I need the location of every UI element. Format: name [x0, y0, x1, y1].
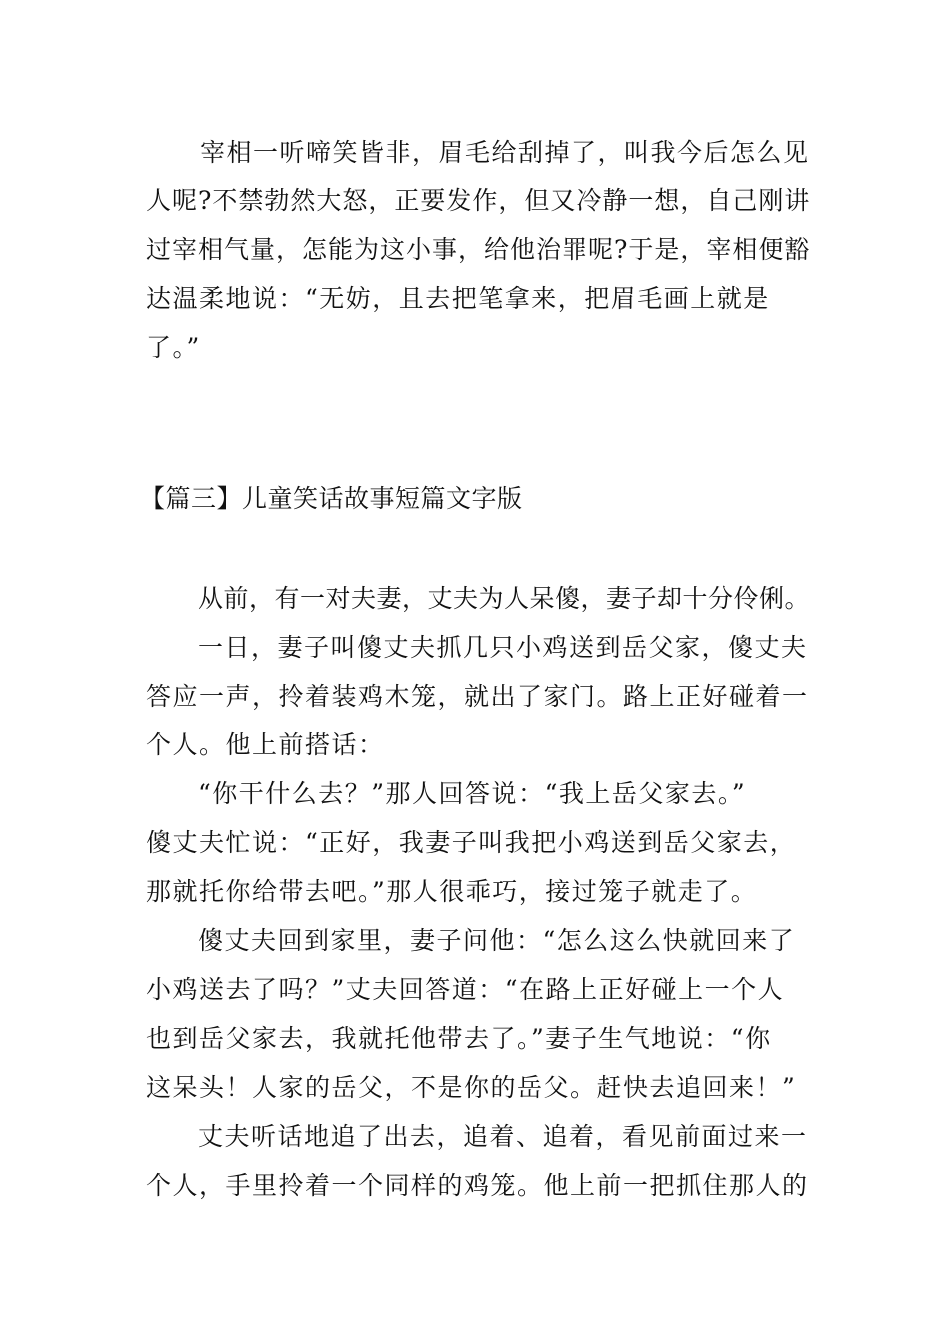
text-line: 了。”: [146, 333, 201, 362]
text-line: 个人，手里拎着一个同样的鸡笼。他上前一把抓住那人的: [146, 1171, 809, 1200]
text-line: 傻丈夫回到家里，妻子问他：“怎么这么快就回来了: [198, 926, 796, 955]
section-heading: 【篇三】儿童笑话故事短篇文字版: [140, 484, 523, 513]
text-line: 小鸡送去了吗？”丈夫回答道：“在路上正好碰上一个人: [146, 975, 785, 1004]
text-line: 这呆头！人家的岳父，不是你的岳父。赶快去追回来！”: [146, 1073, 797, 1102]
text-line: 那就托你给带去吧。”那人很乖巧，接过笼子就走了。: [146, 877, 758, 906]
text-line: 从前，有一对夫妻，丈夫为人呆傻，妻子却十分伶俐。: [198, 584, 811, 613]
text-line: 过宰相气量，怎能为这小事，给他治罪呢?于是，宰相便豁: [146, 235, 811, 264]
text-line: 丈夫听话地追了出去，追着、追着，看见前面过来一: [198, 1122, 808, 1151]
text-line: 也到岳父家去，我就托他带去了。”妻子生气地说：“你: [146, 1024, 772, 1053]
text-line: 答应一声，拎着装鸡木笼，就出了家门。路上正好碰着一: [146, 682, 809, 711]
text-line: 人呢?不禁勃然大怒，正要发作，但又冷静一想，自己刚讲: [146, 186, 811, 215]
text-line: 一日，妻子叫傻丈夫抓几只小鸡送到岳父家，傻丈夫: [198, 633, 808, 662]
text-line: 宰相一听啼笑皆非，眉毛给刮掉了，叫我今后怎么见: [200, 138, 810, 167]
text-line: 达温柔地说：“无妨，且去把笔拿来，把眉毛画上就是: [146, 284, 770, 313]
text-line: “你干什么去？”那人回答说：“我上岳父家去。”: [198, 779, 747, 808]
text-line: 个人。他上前搭话：: [146, 730, 385, 759]
text-line: 傻丈夫忙说：“正好，我妻子叫我把小鸡送到岳父家去，: [146, 828, 797, 857]
